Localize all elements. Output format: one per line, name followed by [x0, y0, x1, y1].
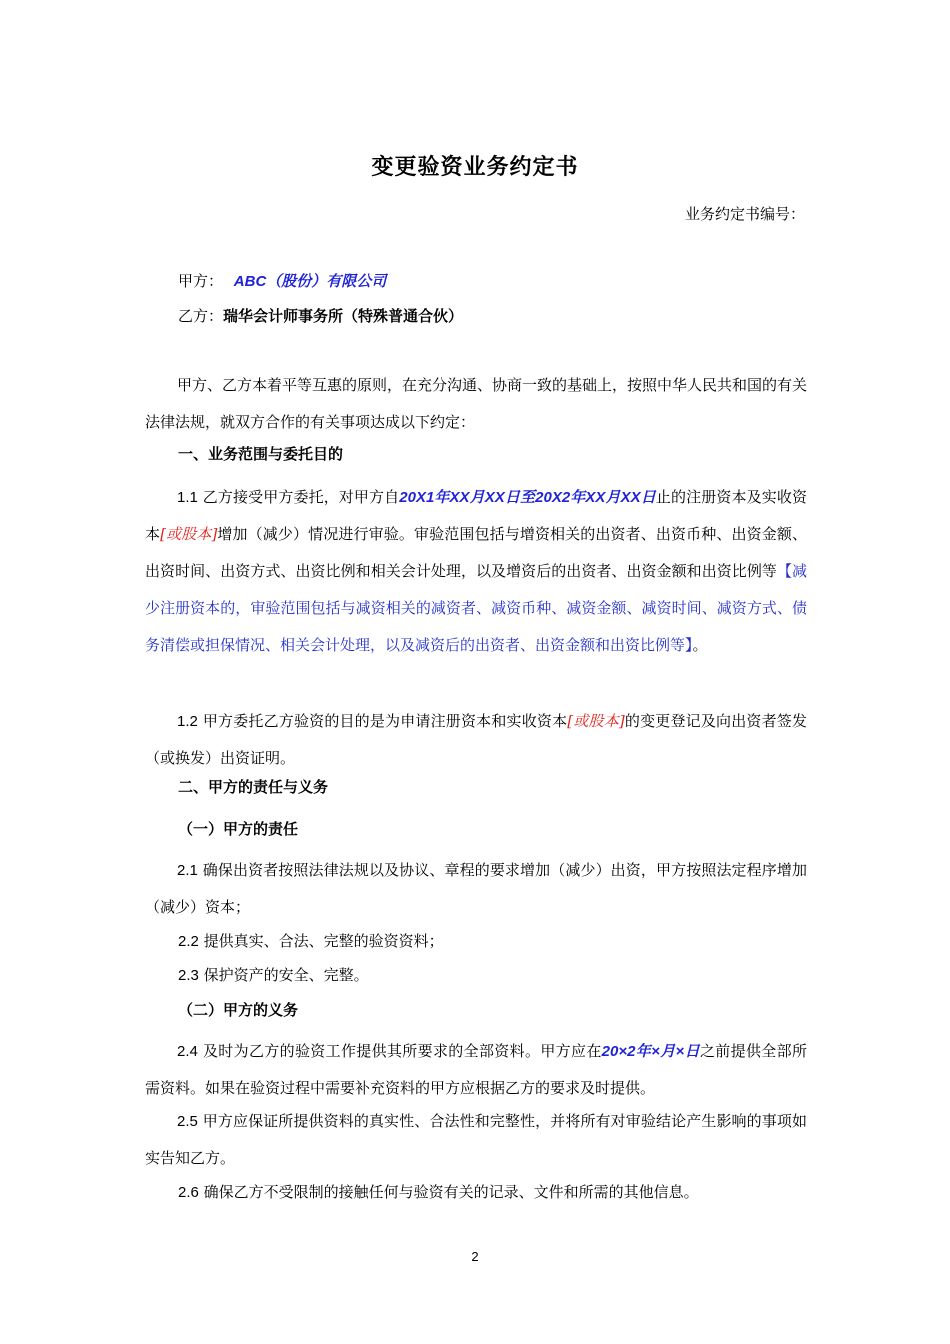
- clause-text: 的变更登记及向出资者签发（或换发）出资证明。: [145, 712, 807, 767]
- alt-share-capital: [或股本]: [567, 712, 625, 730]
- paragraph-2-2: [178, 930, 444, 951]
- party-b-name: 瑞华会计师事务所（特殊普通合伙）: [223, 307, 464, 325]
- party-a-name: ABC（股份）有限公司: [233, 273, 387, 290]
- clause-number: 1.2: [177, 713, 198, 730]
- intro-paragraph: 甲方、乙方本着平等互惠的原则，在充分沟通、协商一致的基础上，按照中华人民共和国的有关法律法规，就双方合作的有关事项达成以下约定：: [145, 376, 808, 431]
- clause-number: 2.4: [177, 1043, 198, 1060]
- clause-number: 2.1: [177, 862, 198, 879]
- party-a-line: [178, 270, 386, 291]
- clause-text: 乙方接受甲方委托，对甲方自: [202, 488, 400, 506]
- party-a-label: 甲方：: [178, 272, 224, 290]
- paragraph-2-1: [145, 852, 807, 926]
- subsection-responsibilities: （一）甲方的责任: [178, 820, 299, 838]
- party-b-line: [178, 305, 463, 326]
- clause-text: 确保乙方不受限制的接触任何与验资有关的记录、文件和所需的其他信息。: [203, 1183, 699, 1201]
- paragraph-2-3: [178, 964, 369, 985]
- paragraph-2-4: [145, 1033, 807, 1107]
- clause-text: 提供真实、合法、完整的验资资料；: [203, 932, 444, 950]
- capital-reduction-note: 【减少注册资本的，审验范围包括与减资相关的减资者、减资币种、减资金额、减资时间、减资方式、债务清偿或担保情况、相关会计处理，以及减资后的出资者、出资金额和出资比例等】: [145, 562, 807, 654]
- clause-text: 增加（减少）情况进行审验。审验范围包括与增资相关的出资者、出资币种、出资金额、出资时间、出资方式、出资比例和相关会计处理，以及增资后的出资者、出资金额和出资比例等: [145, 525, 807, 580]
- clause-text: 甲方委托乙方验资的目的是为申请注册资本和实收资本: [202, 712, 568, 730]
- clause-number: 2.5: [177, 1113, 198, 1130]
- clause-text: 止的注册资本及实收资本: [145, 488, 807, 543]
- paragraph-1-2: [145, 703, 807, 777]
- clause-number: 2.2: [178, 933, 199, 950]
- clause-text: 甲方应保证所提供资料的真实性、合法性和完整性，并将所有对审验结论产生影响的事项如实告知乙方。: [145, 1112, 807, 1167]
- clause-text: 之前提供全部所需资料。如果在验资过程中需要补充资料的甲方应根据乙方的要求及时提供。: [145, 1042, 807, 1097]
- page-number: 2: [471, 1249, 479, 1264]
- clause-text: 确保出资者按照法律法规以及协议、章程的要求增加（减少）出资，甲方按照法定程序增加（减少）资本；: [145, 861, 807, 916]
- subsection-obligations: （二）甲方的义务: [178, 1001, 299, 1019]
- clause-number: 2.6: [178, 1184, 199, 1201]
- party-b-label: 乙方：: [178, 307, 224, 325]
- paragraph-2-5: [145, 1103, 807, 1177]
- paragraph-2-6: [178, 1181, 699, 1202]
- doc-number-label: 业务约定书编号：: [684, 205, 805, 223]
- clause-text: 保护资产的安全、完整。: [203, 966, 369, 984]
- alt-share-capital: [或股本]: [160, 525, 218, 543]
- section1-heading: 一、业务范围与委托目的: [178, 445, 344, 463]
- clause-number: 1.1: [177, 489, 198, 506]
- page-title: 变更验资业务约定书: [371, 154, 579, 180]
- clause-text: 。: [692, 636, 708, 654]
- clause-text: 及时为乙方的验资工作提供其所要求的全部资料。甲方应在: [202, 1042, 602, 1060]
- deadline-date: 20×2年×月×日: [601, 1043, 700, 1060]
- section2-heading: 二、甲方的责任与义务: [178, 778, 329, 796]
- clause-number: 2.3: [178, 967, 199, 984]
- audit-period: 20X1年XX月XX日至20X2年XX月XX日: [399, 489, 656, 506]
- paragraph-1-1: [145, 479, 807, 664]
